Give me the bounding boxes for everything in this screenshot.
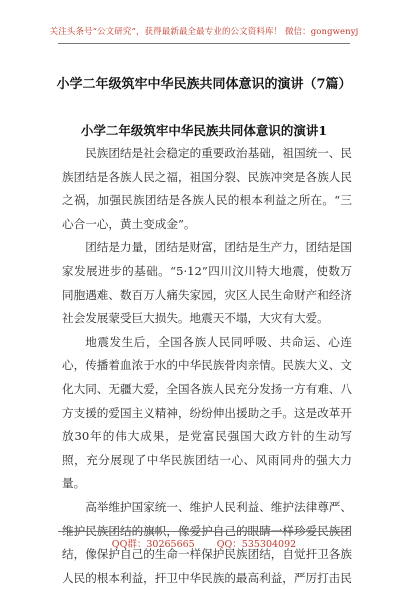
paragraph: 团结是力量，团结是财富，团结是生产力，团结是国家发展进步的基础。“5·12”四川汶川特大地震，使数万同胞遇难、数百万人痛失家园，灾区人民生命财产和经济社会发展蒙受巨大损失。地震天不塌，大灾有大爱。 [62, 240, 352, 326]
document-title: 小学二年级筑牢中华民族共同体意识的演讲（7篇） [56, 77, 352, 92]
section-title: 小学二年级筑牢中华民族共同体意识的演讲1 [80, 123, 328, 138]
header-notice: 关注头条号“公文研究”，获得最新最全最专业的公文资料库！ 微信：gongwenyj [49, 27, 359, 37]
document-body [62, 142, 352, 590]
paragraph: 民族团结是社会稳定的重要政治基础，祖国统一、民族团结是各族人民之福，祖国分裂、民族冲突是各族人民之祸，加强民族团结是各族人民的根本利益之所在。“三心合一心，黄土变成金”。 [62, 146, 352, 231]
footer-qq: QQ：535304092 [216, 539, 297, 550]
paragraph: 地震发生后，全国各族人民同呼吸、共命运、心连心，传播着血浓于水的中华民族骨肉亲情。民族大义、文化大同、无疆大爱，全国各族人民充分发扬一方有难、八方支援的爱国主义精神，纷纷伸出援助之手。这是改革开放30年的伟大成果，是党富民强国大政方针的生动写照，充分展现了中华民族团结一心、风雨同舟的强大力量。 [62, 334, 352, 491]
footer-contact [0, 536, 408, 550]
header-divider [58, 43, 350, 44]
footer-qq-group: QQ群：30265665 [111, 539, 195, 550]
footer-divider [58, 531, 350, 532]
paragraph: 高举维护国家统一、维护人民利益、维护法律尊严、维护民族团结的旗帜，像爱护自己的眼睛一样珍爱民族团结，像保护自己的生命一样保护民族团结，自觉扞卫各族人民的根本利益，扞卫中华民族的最高利益，严厉打击民 [62, 499, 352, 585]
